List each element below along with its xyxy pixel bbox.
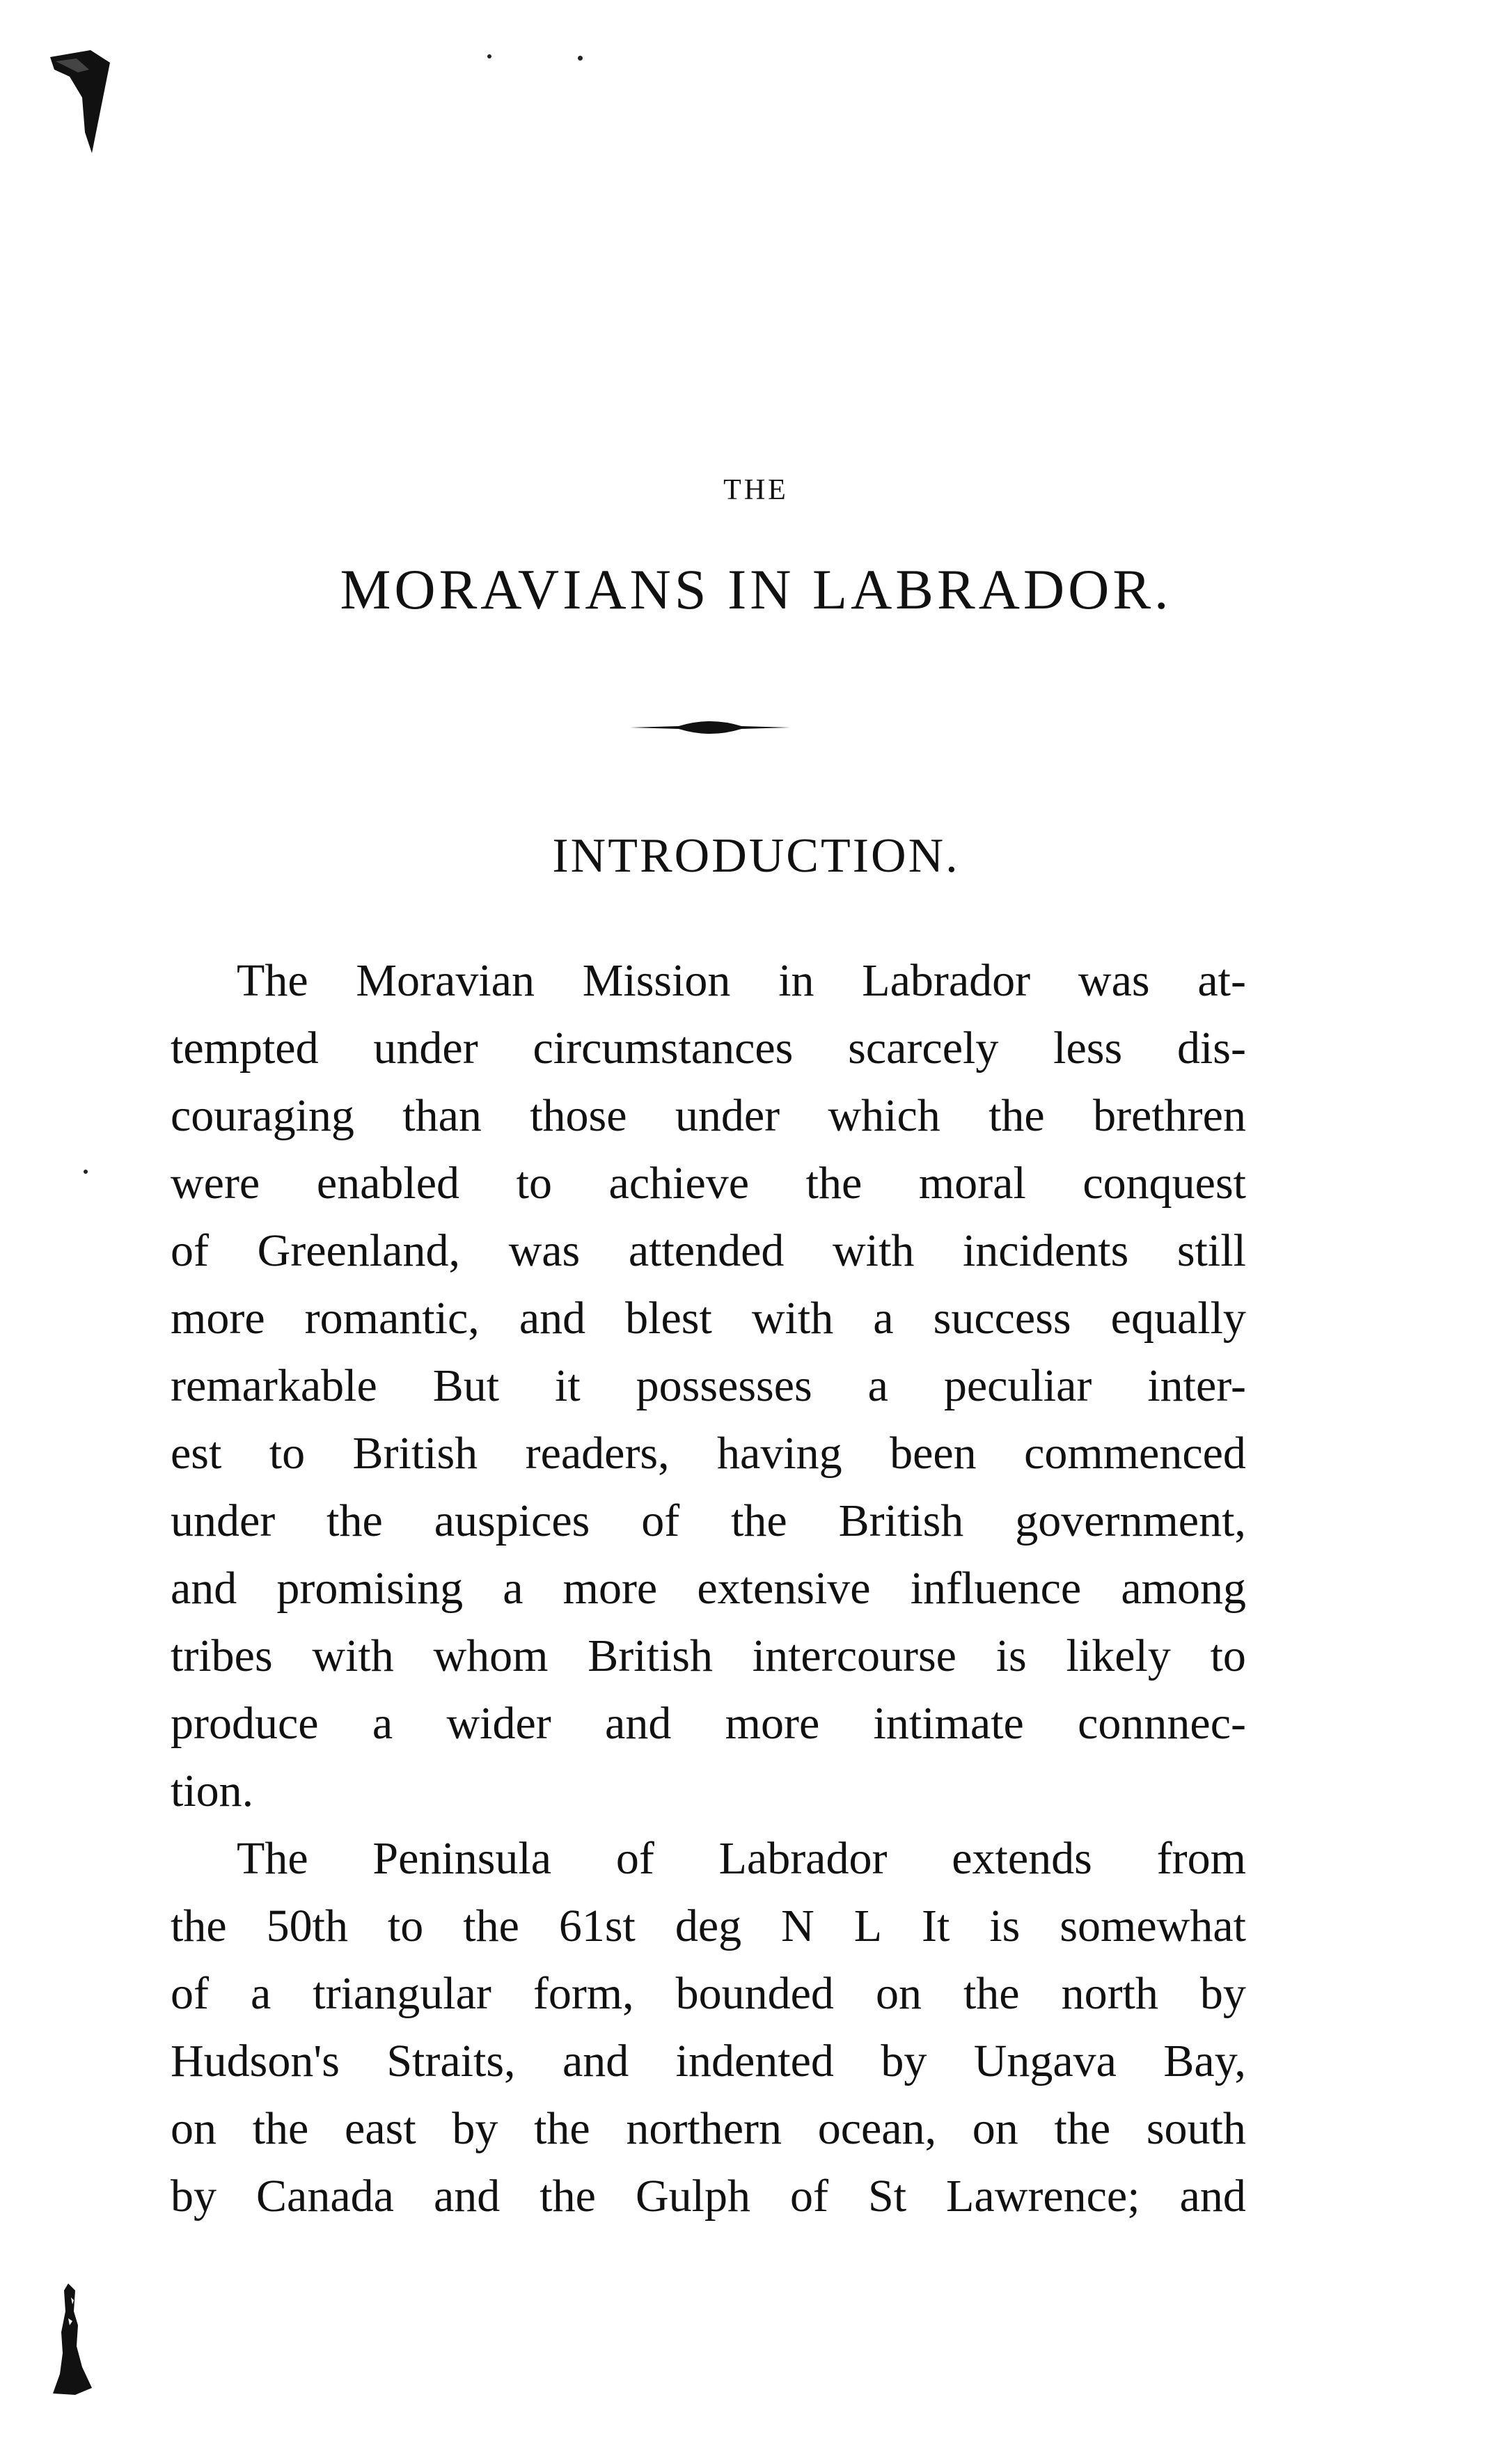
word: influence [910, 1563, 1082, 1614]
word: dis- [1176, 1023, 1246, 1074]
word: the [463, 1901, 519, 1951]
word: south [1146, 2103, 1246, 2154]
word: ocean, [817, 2103, 937, 2154]
word: a [372, 1698, 393, 1749]
word: by [452, 2103, 498, 2154]
corner-ink-mark-icon [47, 2283, 96, 2395]
word: Moravian [356, 955, 535, 1006]
word: under [373, 1023, 478, 1074]
word: tempted [171, 1023, 319, 1074]
word: intimate [873, 1698, 1024, 1749]
word: than [402, 1090, 482, 1141]
word: under [171, 1495, 276, 1546]
text-line [171, 947, 1246, 1014]
word: possesses [636, 1360, 812, 1411]
word: of [790, 2171, 828, 2222]
word: been [890, 1428, 977, 1479]
word: readers, [525, 1428, 670, 1479]
text-line [171, 1487, 1246, 1555]
word: more [562, 1563, 658, 1614]
text-line [171, 1082, 1246, 1149]
word: inter- [1147, 1360, 1246, 1411]
word: more [725, 1698, 820, 1749]
word: wider [446, 1698, 551, 1749]
word: N [781, 1901, 814, 1951]
paragraph-1 [171, 947, 1246, 1825]
word: the [534, 2103, 590, 2154]
word: which [828, 1090, 940, 1141]
speck [578, 56, 583, 61]
word: whom [433, 1630, 549, 1681]
word: with [312, 1630, 394, 1681]
text-line [171, 1622, 1246, 1690]
word: couraging [171, 1090, 354, 1141]
text-line [171, 2027, 1246, 2095]
word: Labrador [862, 955, 1031, 1006]
word: produce [171, 1698, 319, 1749]
word: were [171, 1158, 260, 1209]
word: a [873, 1293, 894, 1344]
word: is [995, 1630, 1027, 1681]
word: on [875, 1968, 922, 2019]
text-line [171, 1217, 1246, 1284]
word: incidents [962, 1225, 1129, 1276]
word: to [387, 1901, 424, 1951]
word: the [326, 1495, 383, 1546]
word: St [868, 2171, 907, 2222]
word: equally [1110, 1293, 1246, 1344]
text-line [171, 1014, 1246, 1082]
word: east [345, 2103, 416, 2154]
word: Labrador [718, 1833, 888, 1884]
word: remarkable [171, 1360, 377, 1411]
word: by [1199, 1968, 1246, 2019]
word: was [508, 1225, 581, 1276]
word: to [1210, 1630, 1246, 1681]
word: 50th [266, 1901, 348, 1951]
word: of [641, 1495, 680, 1546]
word: circumstances [533, 1023, 794, 1074]
word: extends [952, 1833, 1092, 1884]
word: the [1054, 2103, 1111, 2154]
word: the [252, 2103, 309, 2154]
word: British [352, 1428, 478, 1479]
word: of [615, 1833, 654, 1884]
speck [84, 1170, 88, 1174]
word: with [751, 1293, 834, 1344]
page-title: MORAVIANS IN LABRADOR. [340, 558, 1172, 621]
word: and [562, 2036, 629, 2086]
word: is [989, 1901, 1021, 1951]
word: L [853, 1901, 883, 1951]
word: and [433, 2171, 501, 2222]
word: connnec- [1078, 1698, 1246, 1749]
word: having [717, 1428, 842, 1479]
text-line [171, 2095, 1246, 2162]
word: Peninsula [372, 1833, 552, 1884]
word: to [516, 1158, 552, 1209]
word: achieve [608, 1158, 750, 1209]
word: blest [625, 1293, 712, 1344]
word: north [1061, 1968, 1158, 2019]
word: at- [1197, 955, 1246, 1006]
word: among [1121, 1563, 1246, 1614]
word: peculiar [943, 1360, 1092, 1411]
word: the [731, 1495, 787, 1546]
word: Gulph [635, 2171, 750, 2222]
word: and [519, 1293, 586, 1344]
body-text [171, 947, 1246, 2230]
ornament-divider-icon [630, 714, 790, 741]
word: commenced [1024, 1428, 1246, 1479]
word: by [881, 2036, 927, 2086]
text-line [171, 1555, 1246, 1622]
section-title: INTRODUCTION. [552, 829, 960, 883]
word: Straits, [386, 2036, 516, 2086]
word: it [555, 1360, 581, 1411]
word: auspices [434, 1495, 590, 1546]
word: from [1156, 1833, 1246, 1884]
word: Hudson's [171, 2036, 340, 2086]
heading-the: THE [723, 474, 789, 506]
word: The [237, 955, 308, 1006]
text-line [171, 1284, 1246, 1352]
text-line [171, 1149, 1246, 1217]
word: Canada [256, 2171, 394, 2222]
word: of [171, 1968, 209, 2019]
word: a [250, 1968, 271, 2019]
word: somewhat [1060, 1901, 1246, 1951]
word: under [675, 1090, 780, 1141]
text-line [171, 1960, 1246, 2027]
text-line [171, 1420, 1246, 1487]
word: less [1053, 1023, 1123, 1074]
text-line [171, 1690, 1246, 1757]
word: conquest [1082, 1158, 1246, 1209]
word: est [171, 1428, 222, 1479]
word: the [540, 2171, 596, 2222]
word: Ungava [973, 2036, 1117, 2086]
word: scarcely [848, 1023, 999, 1074]
text-line [171, 1892, 1246, 1960]
word: and [171, 1563, 237, 1614]
word: was [1078, 955, 1150, 1006]
text-line: tion. [171, 1766, 254, 1816]
word: tribes [171, 1630, 273, 1681]
word: indented [675, 2036, 834, 2086]
word: a [503, 1563, 523, 1614]
word: bounded [675, 1968, 834, 2019]
word: intercourse [752, 1630, 956, 1681]
word: Bay, [1163, 2036, 1246, 2086]
word: in [778, 955, 814, 1006]
word: Lawrence; [946, 2171, 1140, 2222]
word: on [972, 2103, 1018, 2154]
word: northern [626, 2103, 782, 2154]
word: Mission [582, 955, 731, 1006]
word: The [237, 1833, 308, 1884]
word: romantic, [304, 1293, 480, 1344]
text-line [171, 1352, 1246, 1420]
text-line [171, 2162, 1246, 2230]
word: by [171, 2171, 216, 2222]
word: It [922, 1901, 950, 1951]
word: enabled [316, 1158, 460, 1209]
word: still [1176, 1225, 1246, 1276]
word: government, [1015, 1495, 1246, 1546]
word: Greenland, [257, 1225, 460, 1276]
word: 61st [558, 1901, 636, 1951]
word: the [989, 1090, 1045, 1141]
word: attended [628, 1225, 785, 1276]
text-line [171, 1825, 1246, 1892]
word: But [432, 1360, 500, 1411]
word: deg [675, 1901, 742, 1951]
word: more [171, 1293, 265, 1344]
word: triangular [313, 1968, 491, 2019]
corner-ink-mark-icon [49, 49, 111, 153]
word: and [1179, 2171, 1246, 2222]
word: with [833, 1225, 915, 1276]
word: extensive [697, 1563, 871, 1614]
word: and [605, 1698, 672, 1749]
word: the [805, 1158, 863, 1209]
paragraph-2 [171, 1825, 1246, 2230]
word: those [530, 1090, 627, 1141]
word: on [171, 2103, 216, 2154]
word: promising [276, 1563, 464, 1614]
word: a [867, 1360, 888, 1411]
word: brethren [1093, 1090, 1246, 1141]
word: moral [918, 1158, 1026, 1209]
word: likely [1066, 1630, 1171, 1681]
word: to [269, 1428, 306, 1479]
word: of [171, 1225, 209, 1276]
word: form, [533, 1968, 634, 2019]
word: British [588, 1630, 713, 1681]
word: British [838, 1495, 964, 1546]
word: success [933, 1293, 1071, 1344]
word: the [963, 1968, 1020, 2019]
word: the [171, 1901, 227, 1951]
speck [487, 54, 491, 58]
